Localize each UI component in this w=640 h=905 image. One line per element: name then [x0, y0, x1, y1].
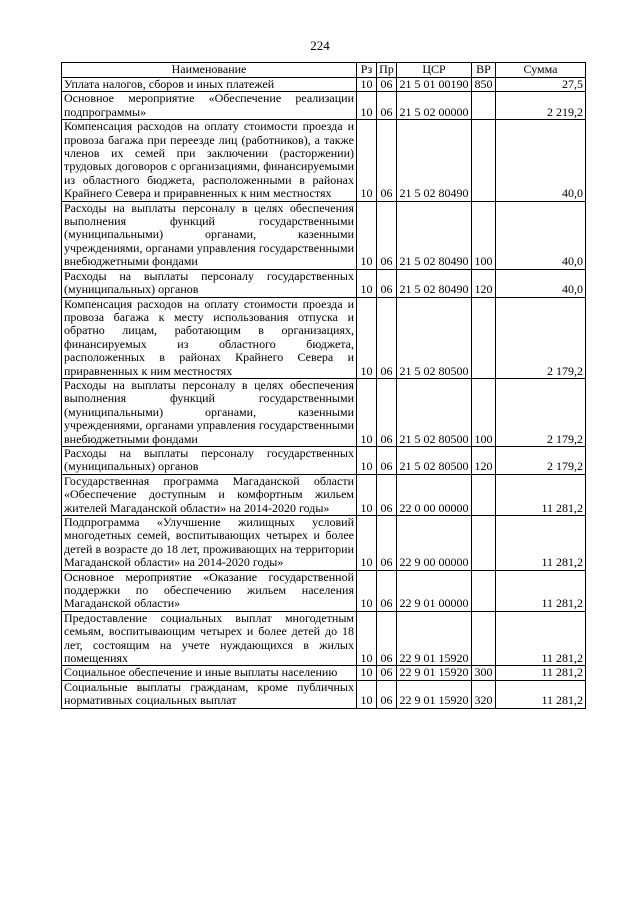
cell-rz: 10	[357, 680, 377, 708]
cell-vr: 850	[472, 78, 496, 92]
cell-name: Расходы на выплаты персоналу государственных (муниципальных) органов	[62, 269, 357, 297]
cell-vr	[472, 297, 496, 378]
cell-sum: 40,0	[496, 269, 586, 297]
cell-pr: 06	[377, 611, 397, 666]
cell-csr: 22 0 00 00000	[397, 474, 472, 515]
cell-vr: 300	[472, 666, 496, 680]
cell-rz: 10	[357, 570, 377, 611]
cell-pr: 06	[377, 446, 397, 474]
cell-pr: 06	[377, 516, 397, 571]
table-row	[62, 474, 586, 515]
cell-csr: 21 5 02 80490	[397, 269, 472, 297]
table-row	[62, 611, 586, 666]
cell-csr: 21 5 01 00190	[397, 78, 472, 92]
table-row	[62, 378, 586, 446]
table-row	[62, 78, 586, 92]
cell-csr: 22 9 01 00000	[397, 570, 472, 611]
cell-pr: 06	[377, 92, 397, 120]
cell-pr: 06	[377, 570, 397, 611]
cell-sum: 27,5	[496, 78, 586, 92]
cell-pr: 06	[377, 297, 397, 378]
cell-pr: 06	[377, 680, 397, 708]
cell-sum: 2 179,2	[496, 297, 586, 378]
cell-vr	[472, 516, 496, 571]
cell-rz: 10	[357, 474, 377, 515]
table-row	[62, 92, 586, 120]
table-body	[62, 78, 586, 709]
cell-csr: 21 5 02 80500	[397, 446, 472, 474]
cell-rz: 10	[357, 378, 377, 446]
cell-pr: 06	[377, 474, 397, 515]
cell-name: Уплата налогов, сборов и иных платежей	[62, 78, 357, 92]
cell-rz: 10	[357, 446, 377, 474]
table-row	[62, 297, 586, 378]
cell-sum: 2 219,2	[496, 92, 586, 120]
cell-rz: 10	[357, 201, 377, 269]
cell-rz: 10	[357, 120, 377, 201]
cell-sum: 40,0	[496, 120, 586, 201]
cell-rz: 10	[357, 297, 377, 378]
cell-name: Основное мероприятие «Обеспечение реализации подпрограммы»	[62, 92, 357, 120]
cell-csr: 21 5 02 80490	[397, 201, 472, 269]
table-row	[62, 269, 586, 297]
table-row	[62, 666, 586, 680]
cell-csr: 21 5 02 00000	[397, 92, 472, 120]
cell-pr: 06	[377, 78, 397, 92]
cell-vr: 100	[472, 201, 496, 269]
cell-name: Основное мероприятие «Оказание государственной поддержки по обеспечению жильем населения Магаданской области»	[62, 570, 357, 611]
cell-pr: 06	[377, 120, 397, 201]
cell-pr: 06	[377, 201, 397, 269]
cell-sum: 11 281,2	[496, 680, 586, 708]
cell-name: Подпрограмма «Улучшение жилищных условий многодетных семей, воспитывающих четырех и более детей в возрасте до 18 лет, проживающих на территории Магаданской области» на 2014-2020 годы»	[62, 516, 357, 571]
cell-sum: 40,0	[496, 201, 586, 269]
cell-csr: 22 9 01 15920	[397, 666, 472, 680]
table-row	[62, 570, 586, 611]
cell-name: Расходы на выплаты персоналу государственных (муниципальных) органов	[62, 446, 357, 474]
cell-name: Компенсация расходов на оплату стоимости проезда и провоза багажа при переезде лиц (работников), а также членов их семей при заключении (расторжении) трудовых договоров с организациями, финансируемыми из областного бюджета, расположенными в районах Крайнего Севера и приравненных к ним местностях	[62, 120, 357, 201]
cell-sum: 11 281,2	[496, 516, 586, 571]
cell-vr	[472, 92, 496, 120]
table-row	[62, 120, 586, 201]
cell-name: Социальное обеспечение и иные выплаты населению	[62, 666, 357, 680]
cell-vr: 100	[472, 378, 496, 446]
cell-csr: 21 5 02 80490	[397, 120, 472, 201]
table-row	[62, 680, 586, 708]
table-header-row	[62, 63, 586, 78]
cell-rz: 10	[357, 611, 377, 666]
cell-sum: 11 281,2	[496, 474, 586, 515]
header-csr: ЦСР	[397, 63, 472, 78]
header-name: Наименование	[62, 63, 357, 78]
page-number: 224	[310, 38, 330, 53]
cell-sum: 11 281,2	[496, 611, 586, 666]
cell-csr: 22 9 00 00000	[397, 516, 472, 571]
cell-csr: 21 5 02 80500	[397, 297, 472, 378]
cell-sum: 11 281,2	[496, 666, 586, 680]
header-rz: Рз	[357, 63, 377, 78]
cell-vr	[472, 611, 496, 666]
cell-name: Государственная программа Магаданской области «Обеспечение доступным и комфортным жильем жителей Магаданской области» на 2014-2020 годы»	[62, 474, 357, 515]
cell-vr	[472, 474, 496, 515]
table-row	[62, 201, 586, 269]
cell-sum: 2 179,2	[496, 378, 586, 446]
cell-pr: 06	[377, 666, 397, 680]
cell-name: Расходы на выплаты персоналу в целях обеспечения выполнения функций государственными (муниципальными) органами, казенными учреждениями, органами управления государственными внебюджетными фондами	[62, 378, 357, 446]
cell-csr: 21 5 02 80500	[397, 378, 472, 446]
cell-pr: 06	[377, 269, 397, 297]
cell-rz: 10	[357, 78, 377, 92]
cell-pr: 06	[377, 378, 397, 446]
cell-name: Компенсация расходов на оплату стоимости проезда и провоза багажа к месту использования отпуска и обратно лицам, работающим в организациях, финансируемых из областного бюджета, расположенных в районах Крайнего Севера и приравненных к ним местностях	[62, 297, 357, 378]
cell-csr: 22 9 01 15920	[397, 680, 472, 708]
cell-name: Предоставление социальных выплат многодетным семьям, воспитывающим четырех и более детей до 18 лет, состоящим на учете нуждающихся в жилых помещениях	[62, 611, 357, 666]
cell-vr: 120	[472, 446, 496, 474]
cell-vr: 120	[472, 269, 496, 297]
cell-vr	[472, 120, 496, 201]
table-row	[62, 516, 586, 571]
cell-rz: 10	[357, 516, 377, 571]
cell-rz: 10	[357, 666, 377, 680]
cell-name: Социальные выплаты гражданам, кроме публичных нормативных социальных выплат	[62, 680, 357, 708]
cell-sum: 2 179,2	[496, 446, 586, 474]
header-pr: Пр	[377, 63, 397, 78]
cell-sum: 11 281,2	[496, 570, 586, 611]
cell-vr: 320	[472, 680, 496, 708]
header-sum: Сумма	[496, 63, 586, 78]
cell-vr	[472, 570, 496, 611]
cell-csr: 22 9 01 15920	[397, 611, 472, 666]
cell-rz: 10	[357, 92, 377, 120]
cell-rz: 10	[357, 269, 377, 297]
cell-name: Расходы на выплаты персоналу в целях обеспечения выполнения функций государственными (муниципальными) органами, казенными учреждениями, органами управления государственными внебюджетными фондами	[62, 201, 357, 269]
header-vr: ВР	[472, 63, 496, 78]
table-row	[62, 446, 586, 474]
budget-table	[61, 62, 586, 709]
